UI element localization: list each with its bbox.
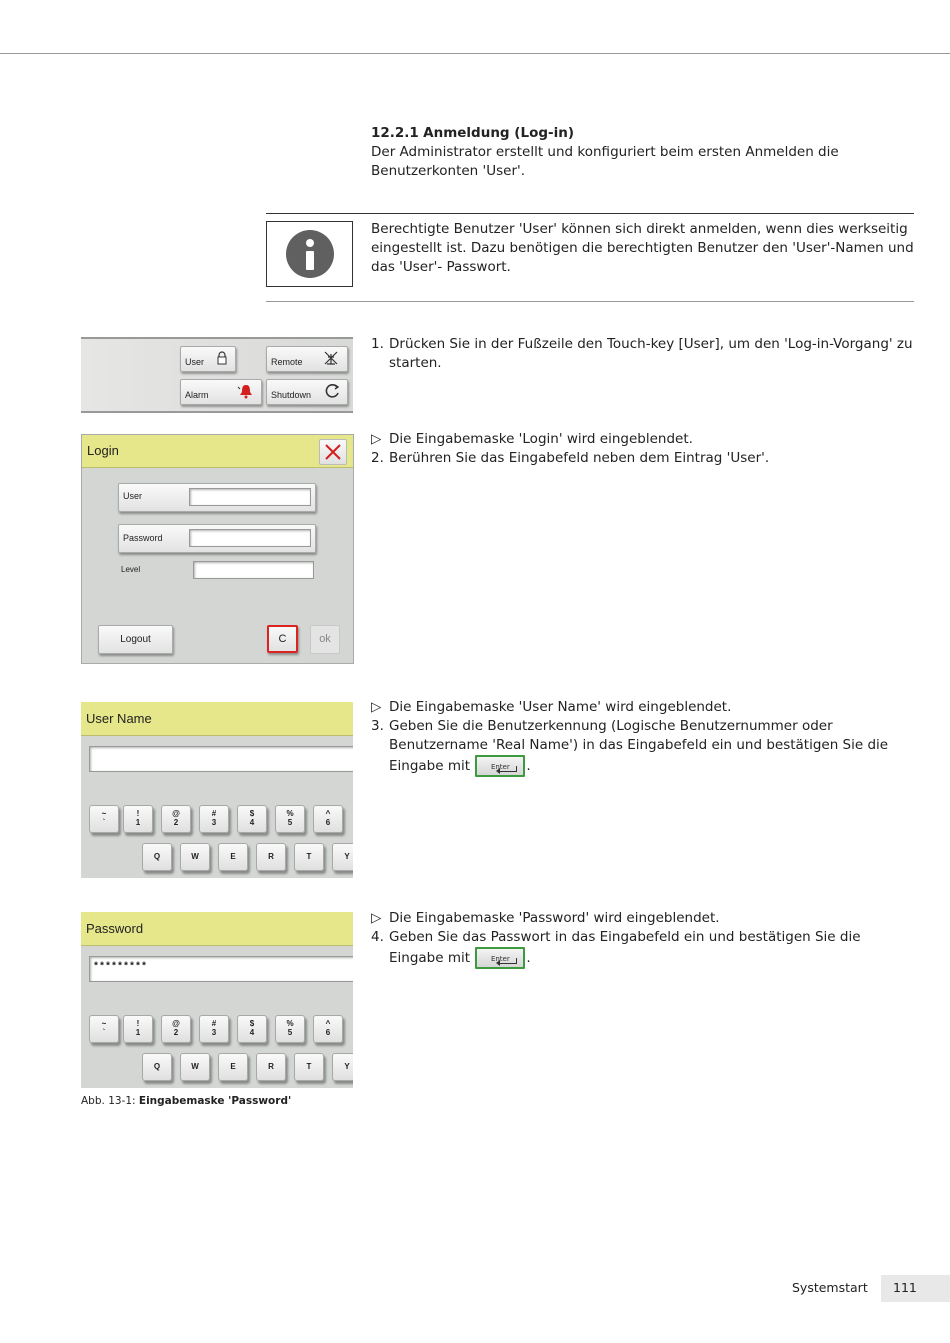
enter-button-inline: [475, 947, 525, 969]
password-title: Password: [86, 921, 144, 936]
key-2[interactable]: @ 2: [161, 805, 191, 833]
clear-button[interactable]: [267, 625, 298, 653]
level-label: Level: [121, 565, 141, 574]
key-5[interactable]: % 5: [275, 805, 305, 833]
info-note-text: Berechtigte Benutzer 'User' können sich direkt anmelden, wenn dies werkseitig eingestellt ist. Dazu benötigen die berechtigten Benutzer den 'User'-Namen und das 'User'- Passwort.: [371, 221, 914, 275]
password-screenshot: [81, 912, 353, 1088]
username-input[interactable]: [89, 746, 353, 772]
key-1[interactable]: ! 1: [123, 805, 153, 833]
ok-button[interactable]: [310, 625, 340, 654]
footer-keys-screenshot: [81, 337, 353, 413]
section-heading: [371, 124, 916, 181]
password-field-row[interactable]: [118, 524, 316, 553]
login-screenshot: [81, 434, 354, 664]
key-w[interactable]: W: [180, 843, 210, 871]
alarm-key-label: Alarm: [185, 390, 209, 400]
key-6[interactable]: ^ 6: [313, 1015, 343, 1043]
password-label: Password: [123, 533, 163, 543]
logout-button[interactable]: [98, 625, 173, 654]
lock-icon: [217, 351, 227, 365]
key-tilde[interactable]: ~ `: [89, 1015, 119, 1043]
username-titlebar: [81, 702, 353, 736]
key-w[interactable]: W: [180, 1053, 210, 1081]
step-1: [371, 335, 916, 373]
step-marker: 3.: [371, 718, 384, 734]
info-bottom-rule: [266, 301, 914, 302]
header-rule: [0, 53, 950, 54]
clear-label: C: [278, 633, 287, 645]
password-titlebar: [81, 912, 353, 946]
user-input[interactable]: [189, 488, 311, 506]
user-key-label: User: [185, 357, 205, 367]
alarm-key[interactable]: [180, 379, 262, 405]
key-6[interactable]: ^ 6: [313, 805, 343, 833]
user-field-row[interactable]: [118, 483, 316, 512]
shutdown-key-label: Shutdown: [271, 390, 312, 400]
level-input: [193, 561, 314, 579]
remote-key-label: Remote: [271, 357, 303, 367]
result-text: Die Eingabemaske 'User Name' wird eingeblendet.: [389, 699, 732, 715]
key-r[interactable]: R: [256, 843, 286, 871]
result-marker: ▷: [371, 431, 382, 447]
key-3[interactable]: # 3: [199, 805, 229, 833]
step-block-2: [371, 430, 916, 468]
enter-button-inline: [475, 755, 525, 777]
login-titlebar: [82, 435, 353, 468]
info-box: [266, 221, 353, 287]
footer-chapter: Systemstart: [792, 1280, 868, 1295]
return-arrow-icon: [499, 963, 517, 964]
step-block-4: [371, 909, 916, 969]
password-entry-input[interactable]: [89, 956, 353, 982]
step-suffix: .: [526, 950, 531, 966]
power-cycle-icon: [325, 383, 341, 399]
result-marker: ▷: [371, 699, 382, 715]
key-1[interactable]: ! 1: [123, 1015, 153, 1043]
remote-off-icon: [323, 350, 339, 366]
username-title: User Name: [86, 711, 152, 726]
step-text: Geben Sie die Benutzerkennung (Logische Benutzernummer oder Benutzername 'Real Name') in das Eingabefeld ein und bestätigen Sie die Eingabe mit: [389, 718, 889, 774]
caption-prefix: Abb. 13-1:: [81, 1095, 136, 1107]
section-number: 12.2.1: [371, 125, 419, 141]
key-r[interactable]: R: [256, 1053, 286, 1081]
alarm-bell-icon: [237, 383, 255, 399]
section-intro: Der Administrator erstellt und konfiguriert beim ersten Anmelden die Benutzerkonten 'User'.: [371, 144, 839, 179]
login-title: Login: [87, 443, 119, 458]
user-label: User: [123, 491, 143, 501]
step-text: Geben Sie das Passwort in das Eingabefeld ein und bestätigen Sie die Eingabe mit: [389, 929, 861, 966]
page-number: 111: [893, 1280, 917, 1295]
info-top-rule: [266, 213, 914, 214]
key-4[interactable]: $ 4: [237, 1015, 267, 1043]
close-button[interactable]: [319, 439, 347, 465]
step-marker: 4.: [371, 929, 384, 945]
key-2[interactable]: @ 2: [161, 1015, 191, 1043]
step-marker: 1.: [371, 336, 384, 352]
step-block-3: [371, 698, 916, 777]
key-tilde[interactable]: ~ `: [89, 805, 119, 833]
remote-key[interactable]: [266, 346, 348, 372]
ok-label: ok: [319, 633, 331, 645]
password-input[interactable]: [189, 529, 311, 547]
step-suffix: .: [526, 758, 531, 774]
step-marker: 2.: [371, 450, 384, 466]
enter-label: Enter: [490, 955, 510, 963]
key-t[interactable]: T: [294, 843, 324, 871]
key-q[interactable]: Q: [142, 1053, 172, 1081]
result-text: Die Eingabemaske 'Password' wird eingeblendet.: [389, 910, 720, 926]
key-3[interactable]: # 3: [199, 1015, 229, 1043]
key-q[interactable]: Q: [142, 843, 172, 871]
logout-label: Logout: [120, 634, 151, 645]
step-text: Drücken Sie in der Fußzeile den Touch-key [User], um den 'Log-in-Vorgang' zu starten.: [389, 336, 913, 371]
enter-label: Enter: [490, 763, 510, 771]
step-text: Berühren Sie das Eingabefeld neben dem Eintrag 'User'.: [389, 450, 770, 466]
key-e[interactable]: E: [218, 1053, 248, 1081]
key-5[interactable]: % 5: [275, 1015, 305, 1043]
shutdown-key[interactable]: [266, 379, 348, 405]
key-t[interactable]: T: [294, 1053, 324, 1081]
close-icon: [320, 440, 346, 464]
password-masked-value: *********: [93, 962, 148, 973]
result-marker: ▷: [371, 910, 382, 926]
key-y[interactable]: Y: [332, 843, 353, 871]
key-y[interactable]: Y: [332, 1053, 353, 1081]
info-icon: [286, 230, 334, 278]
key-4[interactable]: $ 4: [237, 805, 267, 833]
return-arrow-icon: [499, 771, 517, 772]
caption-text: Eingabemaske 'Password': [138, 1095, 292, 1107]
username-screenshot: [81, 702, 353, 878]
figure-caption: [81, 1095, 291, 1107]
result-text: Die Eingabemaske 'Login' wird eingeblendet.: [389, 431, 693, 447]
section-title: Anmeldung (Log-in): [423, 125, 575, 141]
user-key[interactable]: [180, 346, 236, 372]
key-e[interactable]: E: [218, 843, 248, 871]
